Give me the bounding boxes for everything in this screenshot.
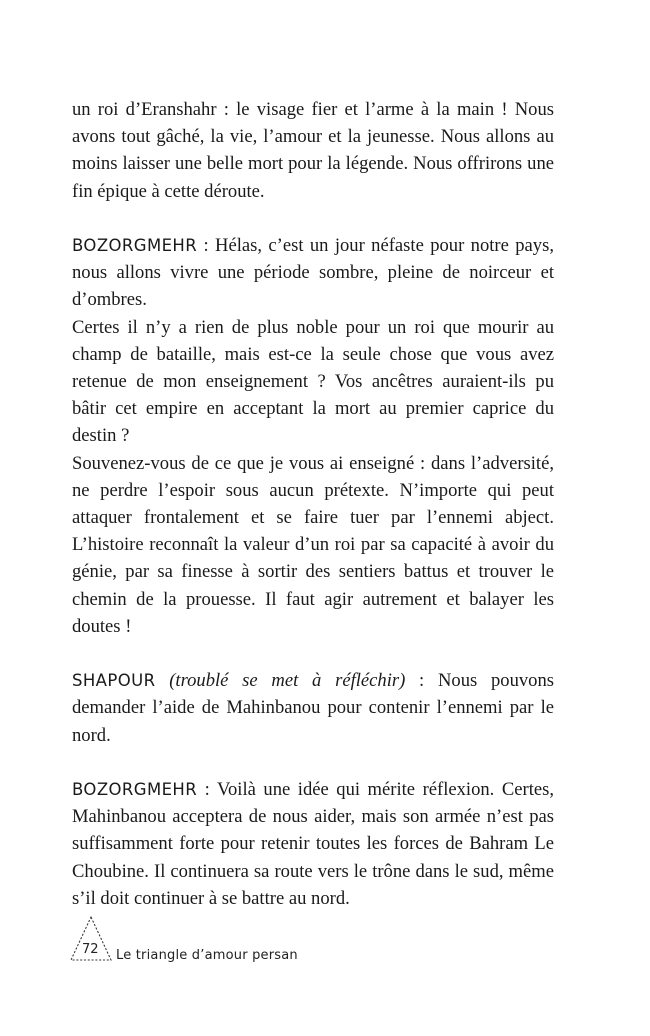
dialogue-text: : Nous pouvons demander l’aide de Mahinbanou pour contenir l’ennemi par le nord. [72,670,554,746]
stage-direction: (troublé se met à réfléchir) [169,670,406,692]
paragraph-gap [72,205,554,232]
dialogue-text: : Hélas, c’est un jour néfaste pour notre pays, nous allons vivre une période sombre, pleine de noirceur et d’ombres. [72,235,554,311]
speaker-name: BOZORGMEHR [72,780,198,800]
paragraph-5 [72,667,554,749]
speaker-name: SHAPOUR [72,671,156,691]
paragraph-2 [72,232,554,314]
paragraph-4: Souvenez-vous de ce que je vous ai enseigné : dans l’adversité, ne perdre l’espoir sous aucun prétexte. N’importe qui peut attaquer frontalement et se faire tuer par l’ennemi abject. L’histoire reconnaît la valeur d’un roi par sa capacité à avoir du génie, par sa finesse à sortir des sentiers battus et trouver le chemin de la prouesse. Il faut agir autrement et balayer les doutes ! [72,452,554,637]
page-footer [68,914,368,974]
paragraph-1: un roi d’Eranshahr : le visage fier et l’arme à la main ! Nous avons tout gâché, la vie, l’amour et la jeunesse. Nous allons au moins laisser une belle mort pour la légende. Nous offrirons une fin épique à cette déroute. [72,99,554,202]
page-number: 72 [82,942,99,957]
page-body [72,96,554,912]
speaker-name: BOZORGMEHR [72,236,198,255]
paragraph-gap [72,640,554,667]
dialogue-text: : Voilà une idée qui mérite réflexion. Certes, Mahinbanou acceptera de nous aider, mais son armée n’est pas suffisamment forte pour retenir toutes les forces de Bahram Le Choubine. Il continuera sa route vers le trône dans le sud, même s’il doit continuer à se battre au nord. [72,779,554,909]
paragraph-6 [72,776,554,912]
paragraph-3: Certes il n’y a rien de plus noble pour un roi que mourir au champ de bataille, mais est-ce la seule chose que vous avez retenue de mon enseignement ? Vos ancêtres auraient-ils pu bâtir cet empire en acceptant la mort au premier caprice du destin ? [72,316,554,447]
book-title: Le triangle d’amour persan [116,948,298,963]
paragraph-gap [72,749,554,776]
